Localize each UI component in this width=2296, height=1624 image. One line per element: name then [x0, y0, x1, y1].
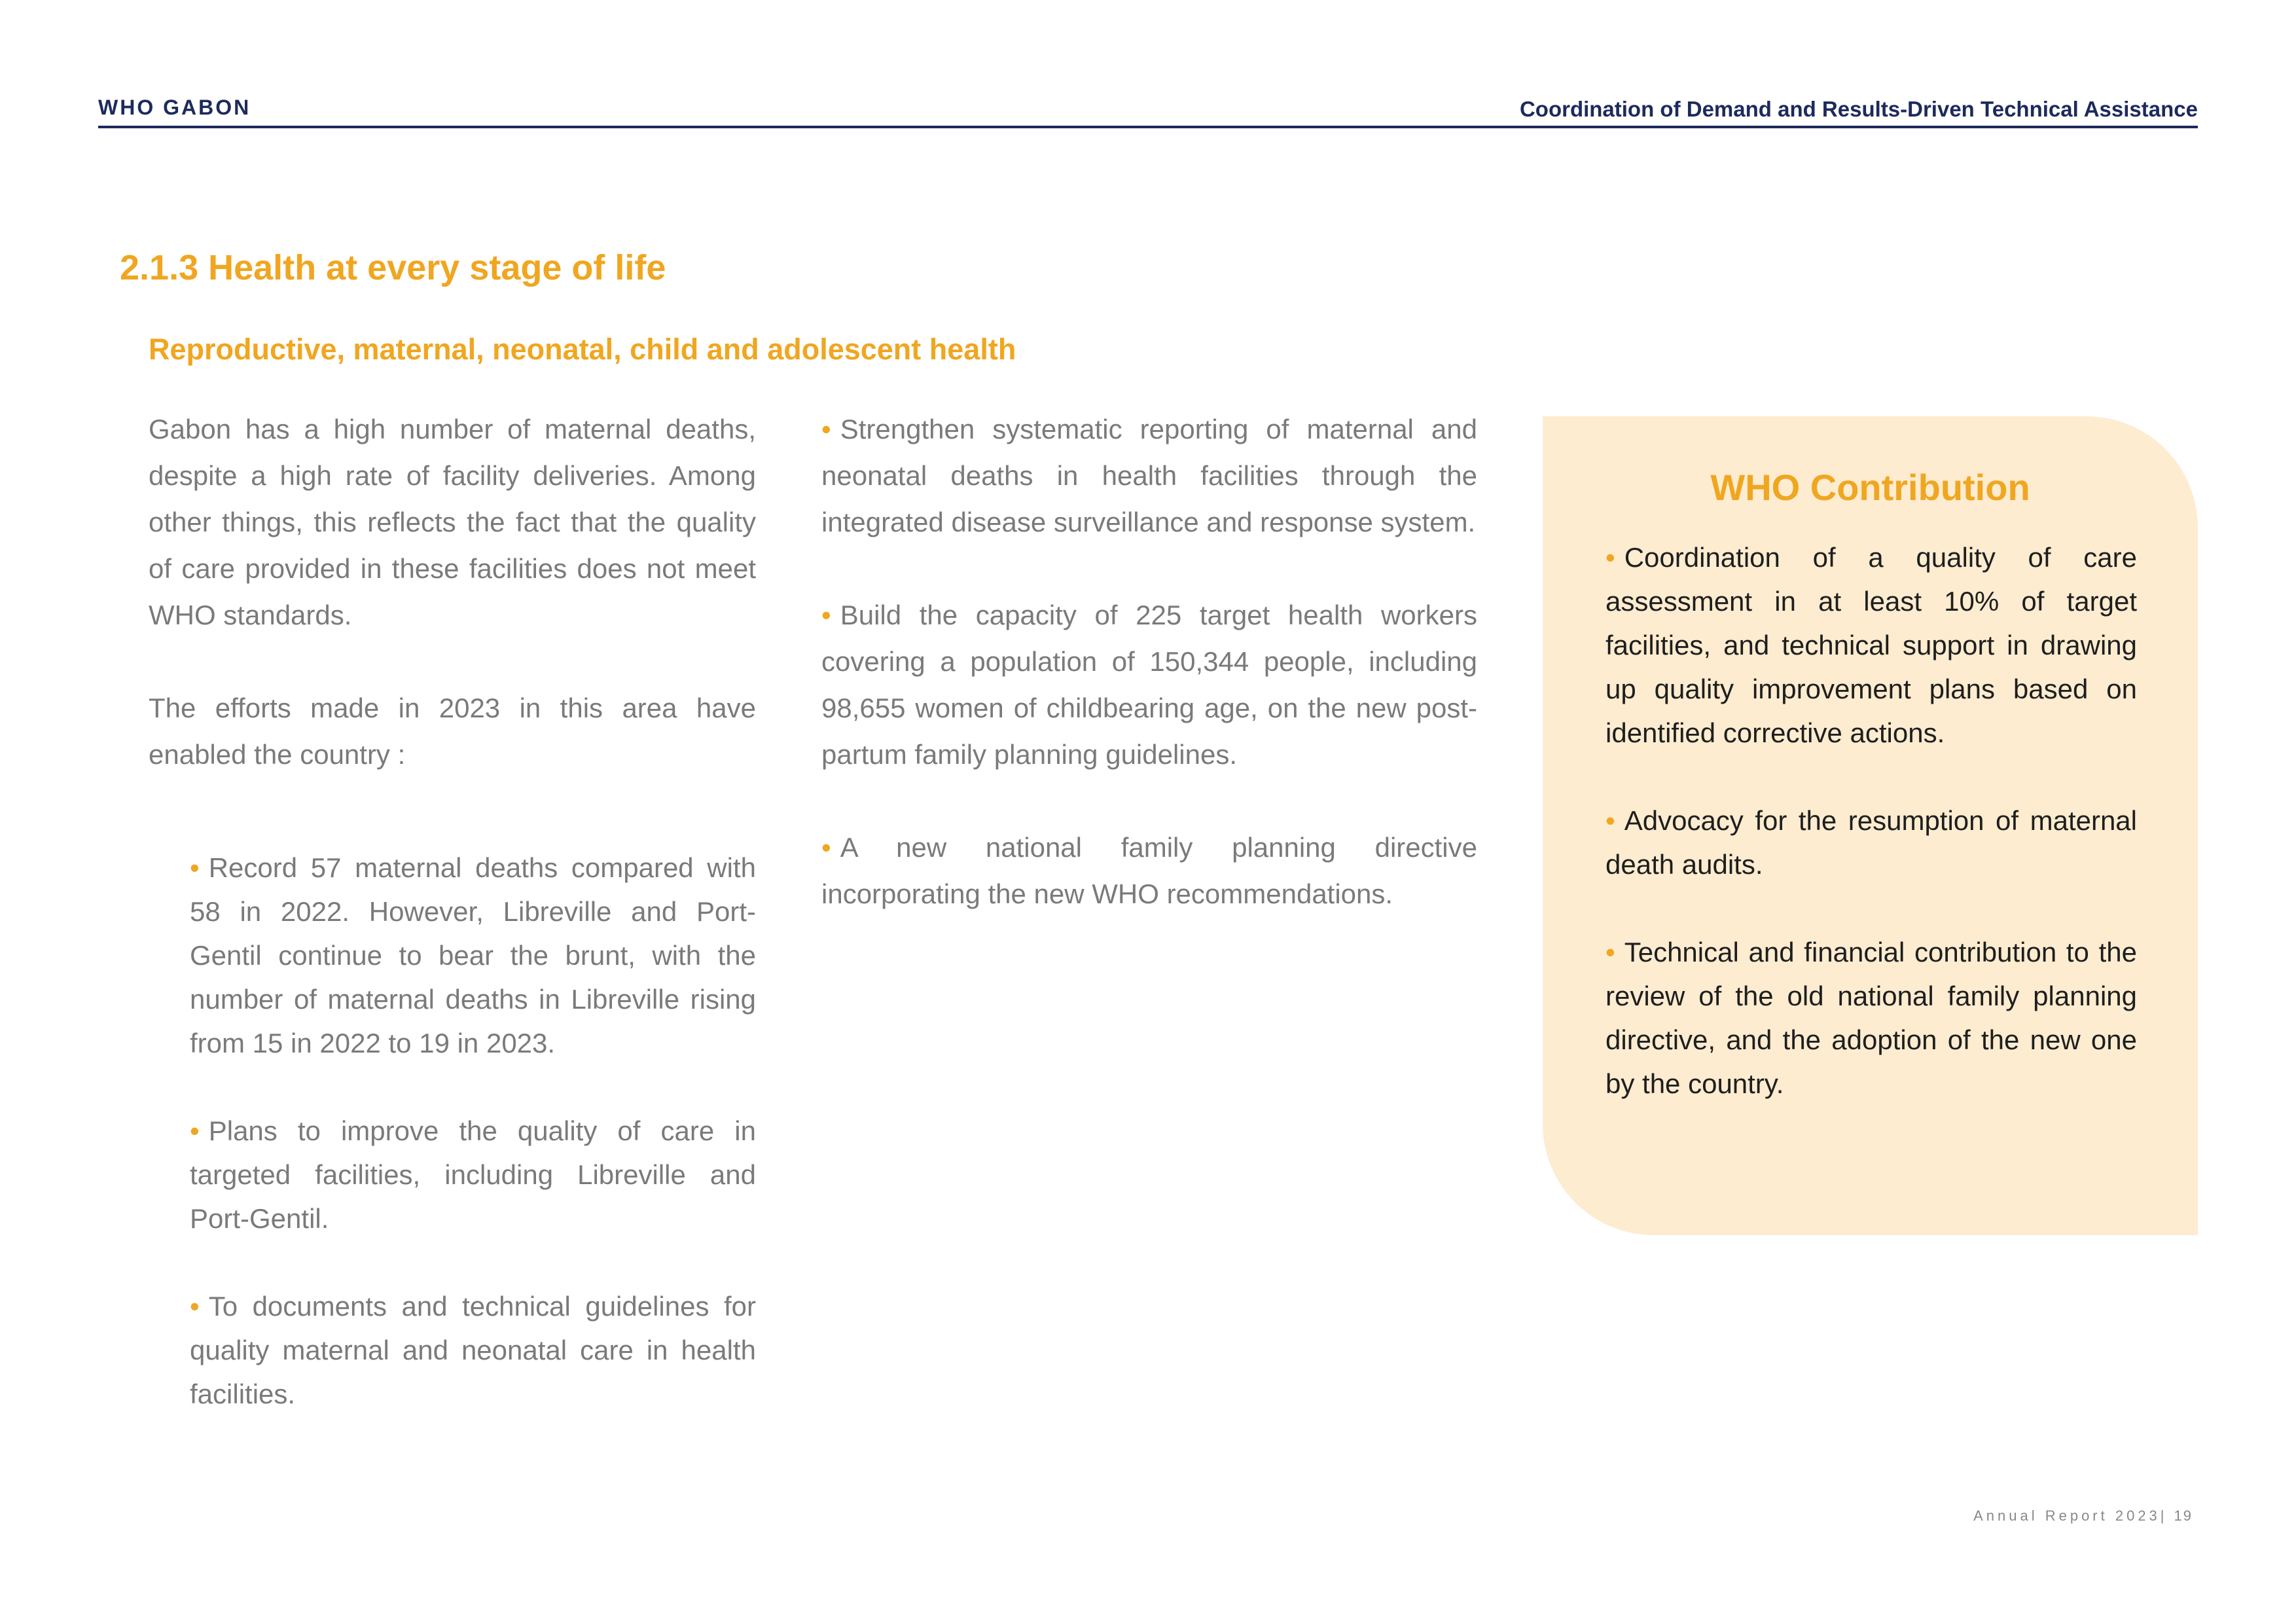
- list-item: • Record 57 maternal deaths compared with 58 in 2022. However, Libreville and Port-Gentil continue to bear the brunt, with the number of maternal deaths in Libreville rising from 15 in 2022 to 19 in 2023.: [190, 852, 756, 1058]
- footer-label: Annual Report 2023|: [1973, 1507, 2168, 1524]
- column-2: [821, 406, 1477, 917]
- list-item: • Strengthen systematic reporting of maternal and neonatal deaths in health facilities through the integrated disease surveillance and response system.: [821, 414, 1477, 537]
- header-divider: [98, 126, 2198, 128]
- list-item: • Plans to improve the quality of care in targeted facilities, including Libreville and Port-Gentil.: [190, 1115, 756, 1234]
- header-section-title: Coordination of Demand and Results-Driven Technical Assistance: [1519, 97, 2198, 121]
- list-item: • Build the capacity of 225 target health workers covering a population of 150,344 people, including 98,655 women of childbearing age, on the new post-partum family planning guidelines.: [821, 600, 1477, 770]
- list-item: • Coordination of a quality of care assessment in at least 10% of target facilities, and technical support in drawing up quality improvement plans based on identified corrective actions.: [1605, 542, 2137, 748]
- bullet-icon: •: [1605, 937, 1615, 967]
- efforts-paragraph: The efforts made in 2023 in this area have enabled the country :: [149, 693, 756, 770]
- column-1-bullets: [190, 846, 756, 1416]
- who-contribution-list: [1605, 535, 2137, 1106]
- list-item: • Advocacy for the resumption of maternal death audits.: [1605, 805, 2137, 880]
- intro-paragraph: Gabon has a high number of maternal deaths, despite a high rate of facility deliveries. Among other things, this reflects the fact that the quality of care provided in these facilities does not meet WHO standards.: [149, 414, 756, 630]
- bullet-icon: •: [190, 852, 200, 883]
- page-footer: [1973, 1507, 2193, 1525]
- list-item: • A new national family planning directive incorporating the new WHO recommendations.: [821, 832, 1477, 909]
- bullet-icon: •: [821, 600, 831, 630]
- page-number: 19: [2174, 1507, 2193, 1524]
- list-item: • Technical and financial contribution to the review of the old national family planning directive, and the adoption of the new one by the country.: [1605, 937, 2137, 1099]
- bullet-icon: •: [821, 414, 831, 444]
- bullet-icon: •: [1605, 805, 1615, 836]
- bullet-icon: •: [1605, 542, 1615, 573]
- section-title: 2.1.3 Health at every stage of life: [120, 248, 666, 287]
- column-1: [149, 406, 756, 1416]
- bullet-icon: •: [821, 832, 831, 863]
- bullet-icon: •: [190, 1291, 200, 1322]
- header-org: WHO GABON: [98, 96, 251, 119]
- subtitle: Reproductive, maternal, neonatal, child and adolescent health: [149, 333, 1016, 366]
- who-contribution-box: [1543, 416, 2198, 1235]
- bullet-icon: •: [190, 1115, 200, 1146]
- list-item: • To documents and technical guidelines for quality maternal and neonatal care in health facilities.: [190, 1291, 756, 1409]
- who-contribution-title: WHO Contribution: [1710, 467, 2030, 508]
